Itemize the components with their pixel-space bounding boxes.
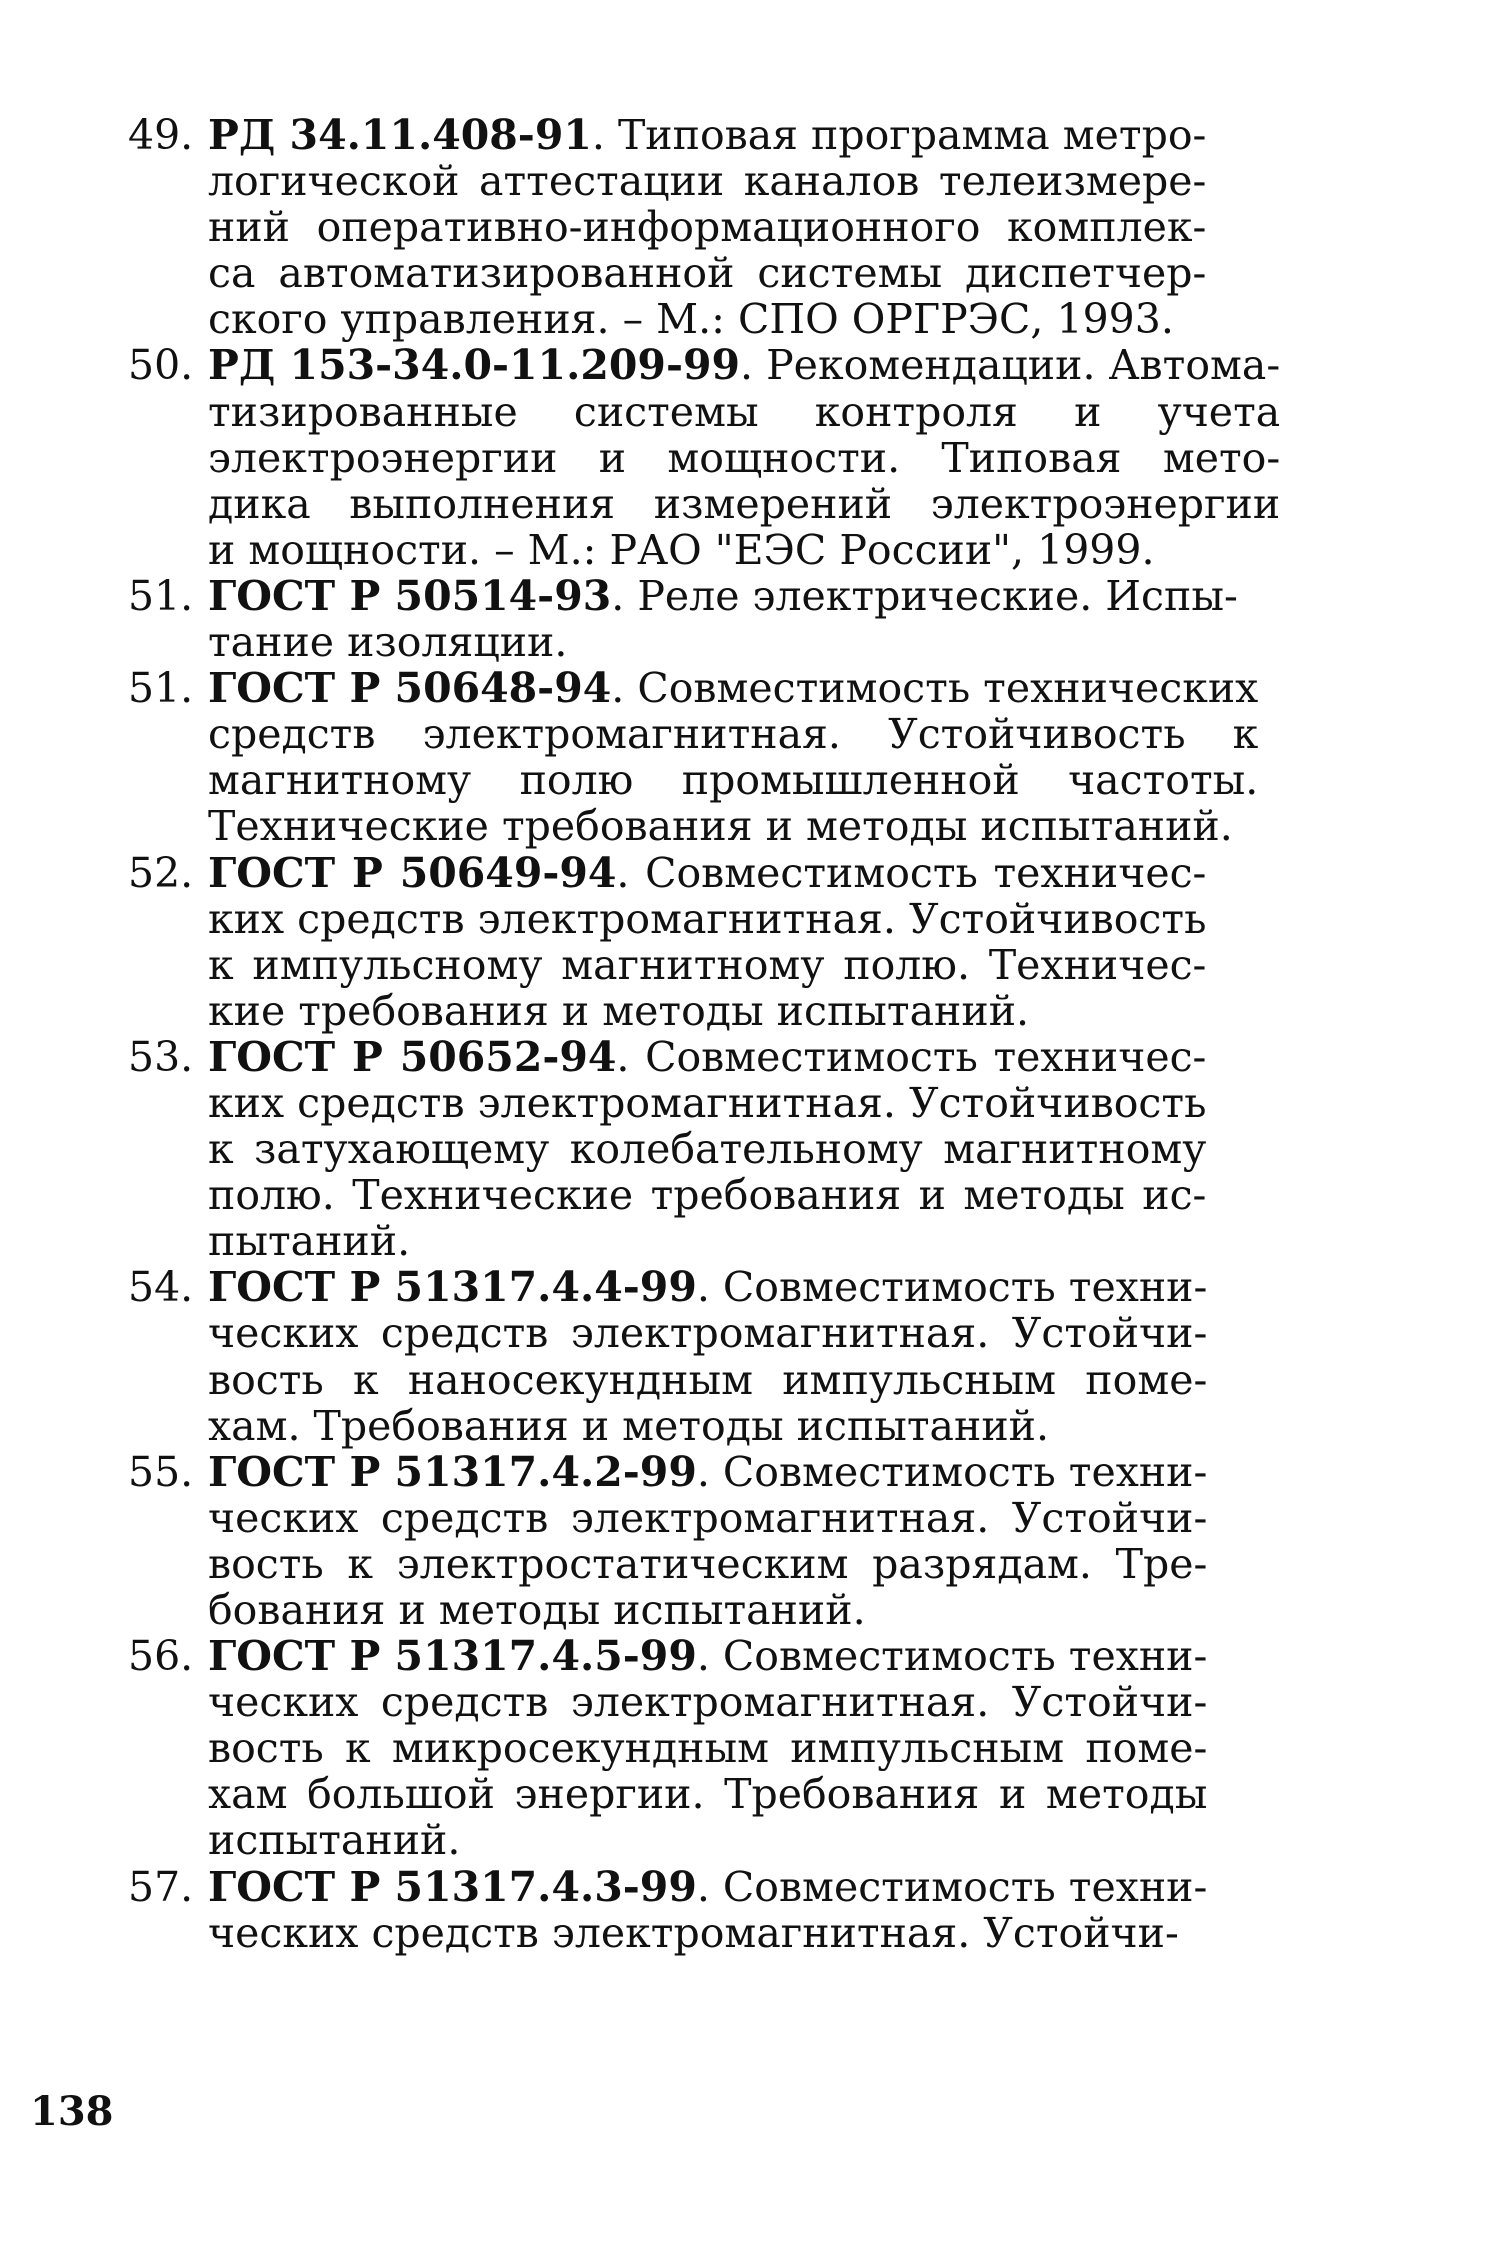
page-number: 138 <box>30 2088 114 2135</box>
entry-line <box>208 1587 1207 1633</box>
entry-line <box>208 1403 1207 1449</box>
entry-line <box>208 665 1258 711</box>
entry-line <box>208 1771 1207 1817</box>
line-text: тание изоляции. <box>208 618 568 667</box>
entry-line <box>208 342 1280 388</box>
line-text: к затухающему колебательному магнитному <box>208 1125 1207 1174</box>
entry-line <box>208 389 1280 435</box>
line-text: магнитному полю промышленной частоты. <box>208 756 1259 805</box>
line-text: бования и методы испытаний. <box>208 1586 866 1634</box>
line-text: хам. Требования и методы испытаний. <box>208 1401 1050 1450</box>
standard-code: ГОСТ Р 51317.4.4-99 <box>208 1263 697 1312</box>
entry-number: 50. <box>128 341 194 390</box>
reference-entry <box>128 664 1259 851</box>
reference-entry <box>128 1632 1208 1865</box>
entry-line <box>208 204 1206 250</box>
entry-number: 53. <box>128 1032 194 1081</box>
line-text: . Совместимость техни- <box>696 1632 1208 1681</box>
entry-line <box>208 1172 1206 1218</box>
entry-line <box>208 296 1206 342</box>
line-text: логической аттестации каналов телеизмере- <box>208 157 1207 206</box>
line-text: . Совместимость техничес- <box>616 848 1207 897</box>
standard-code: ГОСТ Р 50649-94 <box>208 848 617 897</box>
entry-line <box>208 1080 1206 1126</box>
entry-text <box>208 1449 1207 1633</box>
line-text: вость к наносекундным импульсным поме- <box>208 1355 1208 1404</box>
line-text: ского управления. – М.: СПО ОРГРЭС, 1993. <box>208 295 1174 344</box>
entry-line <box>208 112 1206 158</box>
standard-code: ГОСТ Р 50648-94 <box>208 664 612 713</box>
entry-line <box>208 481 1280 527</box>
line-text: вость к микросекундным импульсным поме- <box>208 1724 1208 1773</box>
standard-code: ГОСТ Р 51317.4.3-99 <box>208 1862 697 1911</box>
entry-text <box>208 1633 1207 1863</box>
entry-line <box>208 1633 1207 1679</box>
entry-text <box>208 1264 1207 1448</box>
entry-line <box>208 1679 1207 1725</box>
line-text: тизированные системы контроля и учета <box>208 387 1281 436</box>
entry-line <box>208 1449 1207 1495</box>
line-text: вость к электростатическим разрядам. Тре- <box>208 1539 1208 1588</box>
line-text: к импульсному магнитному полю. Техничес- <box>208 940 1207 989</box>
entry-line <box>208 757 1258 803</box>
entry-line <box>208 896 1206 942</box>
reference-entry <box>128 341 1281 574</box>
entry-line <box>208 573 1238 619</box>
reference-entry <box>128 1862 1208 1957</box>
line-text: и мощности. – М.: РАО "ЕЭС России", 1999. <box>208 525 1155 574</box>
line-text: . Типовая программа метро- <box>591 111 1207 159</box>
entry-text <box>208 1034 1206 1264</box>
entry-line <box>208 942 1206 988</box>
entry-number: 52. <box>128 848 194 897</box>
entry-line <box>208 803 1258 849</box>
entry-line <box>208 619 1238 665</box>
entry-number: 55. <box>128 1447 194 1496</box>
entry-text <box>208 573 1238 665</box>
line-text: хам большой энергии. Требования и методы <box>208 1770 1208 1819</box>
entry-text <box>208 1864 1207 1956</box>
line-text: ческих средств электромагнитная. Устойчи- <box>208 1493 1208 1542</box>
line-text: са автоматизированной системы диспетчер- <box>208 249 1207 298</box>
line-text: . Рекомендации. Автома- <box>740 341 1281 390</box>
line-text: ких средств электромагнитная. Устойчивость <box>208 1078 1207 1127</box>
entry-number: 51. <box>128 664 194 713</box>
entry-line <box>208 1264 1207 1310</box>
reference-entry <box>128 1263 1208 1450</box>
entry-line <box>208 988 1206 1034</box>
standard-code: ГОСТ Р 50652-94 <box>208 1032 617 1081</box>
reference-entry <box>128 571 1238 667</box>
line-text: средств электромагнитная. Устойчивость к <box>208 710 1259 759</box>
entry-number: 49. <box>128 111 194 159</box>
entry-line <box>208 850 1206 896</box>
line-text: . Совместимость техни- <box>696 1447 1208 1496</box>
entry-line <box>208 711 1258 757</box>
entry-number: 56. <box>128 1632 194 1681</box>
line-text: пытаний. <box>208 1217 411 1266</box>
line-text: . Совместимость техни- <box>696 1263 1208 1312</box>
standard-code: ГОСТ Р 51317.4.5-99 <box>208 1632 697 1681</box>
line-text: . Совместимость техни- <box>696 1862 1208 1911</box>
entry-line <box>208 1817 1207 1863</box>
standard-code: ГОСТ Р 51317.4.2-99 <box>208 1447 697 1496</box>
entry-line <box>208 1357 1207 1403</box>
entry-line <box>208 1541 1207 1587</box>
standard-code: ГОСТ Р 50514-93 <box>208 571 612 620</box>
entry-line <box>208 1910 1207 1956</box>
entry-text <box>208 665 1258 849</box>
entry-line <box>208 1310 1207 1356</box>
reference-entry <box>128 848 1207 1035</box>
line-text: ких средств электромагнитная. Устойчивость <box>208 894 1207 943</box>
entry-number: 54. <box>128 1263 194 1312</box>
entry-line <box>208 1725 1207 1771</box>
line-text: . Совместимость технических <box>611 664 1259 713</box>
entry-line <box>208 1034 1206 1080</box>
reference-list <box>128 111 1281 1957</box>
line-text: Технические требования и методы испытаний. <box>208 802 1233 851</box>
line-text: испытаний. <box>208 1816 461 1865</box>
reference-entry <box>128 1447 1208 1634</box>
line-text: . Реле электрические. Испы- <box>611 571 1238 620</box>
entry-line <box>208 527 1280 573</box>
entry-line <box>208 158 1206 204</box>
entry-line <box>208 1126 1206 1172</box>
entry-line <box>208 1495 1207 1541</box>
line-text: ческих средств электромагнитная. Устойчи- <box>208 1678 1208 1727</box>
line-text: ческих средств электромагнитная. Устойчи- <box>208 1908 1179 1957</box>
entry-number: 57. <box>128 1862 194 1911</box>
entry-line <box>208 250 1206 296</box>
entry-text <box>208 342 1280 572</box>
line-text: ческих средств электромагнитная. Устойчи- <box>208 1309 1208 1358</box>
entry-line <box>208 1218 1206 1264</box>
line-text: полю. Технические требования и методы ис- <box>208 1171 1207 1220</box>
reference-entry <box>128 111 1207 344</box>
standard-code: РД 153-34.0-11.209-99 <box>208 341 741 390</box>
entry-line <box>208 1864 1207 1910</box>
line-text: дика выполнения измерений электроэнергии <box>208 479 1281 528</box>
entry-text <box>208 850 1206 1034</box>
entry-number: 51. <box>128 571 194 620</box>
entry-text <box>208 112 1206 342</box>
standard-code: РД 34.11.408-91 <box>208 111 592 159</box>
line-text: ний оперативно-информационного комплек- <box>208 203 1207 252</box>
reference-entry <box>128 1032 1207 1266</box>
line-text: . Совместимость техничес- <box>616 1032 1207 1081</box>
line-text: кие требования и методы испытаний. <box>208 986 1030 1035</box>
line-text: электроэнергии и мощности. Типовая мето- <box>208 433 1281 482</box>
entry-line <box>208 435 1280 481</box>
